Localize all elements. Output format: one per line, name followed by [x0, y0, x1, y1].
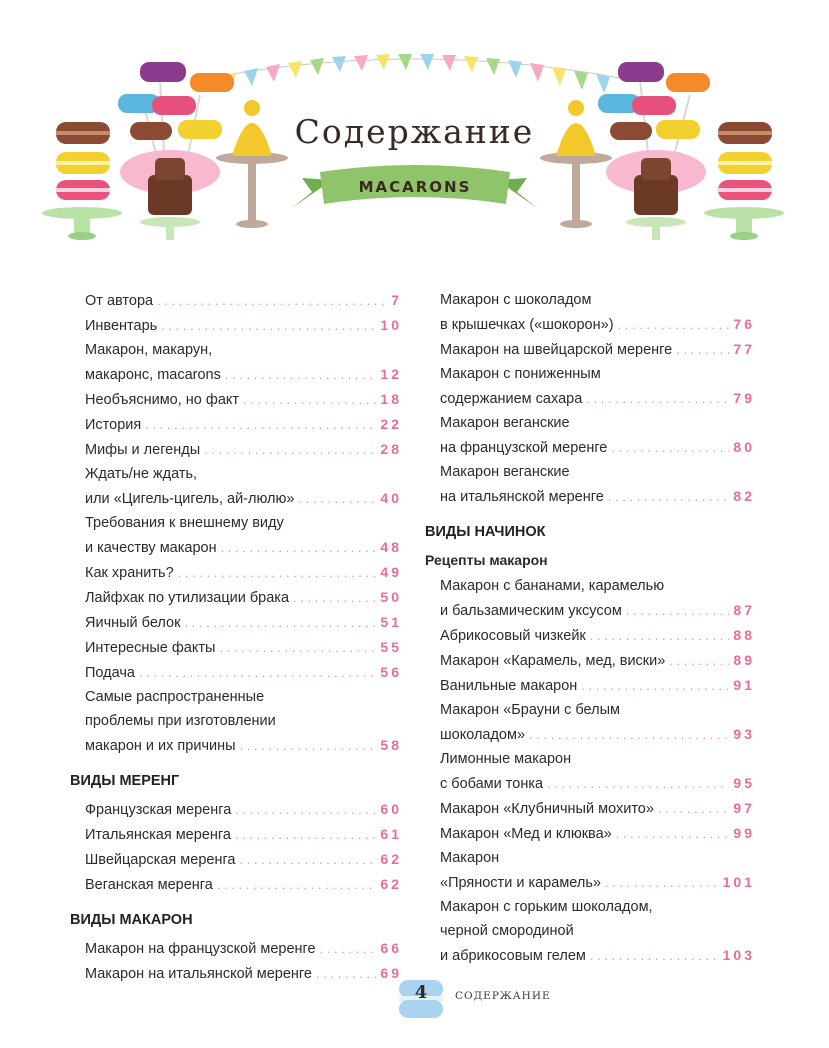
toc-page-number: 49 [380, 564, 402, 580]
toc-left-column [70, 288, 402, 986]
ribbon-text: MACARONS [358, 178, 472, 196]
toc-page-number: 56 [380, 664, 402, 680]
toc-entry[interactable] [70, 872, 402, 897]
dot-leader [608, 485, 730, 509]
toc-entry[interactable] [70, 585, 402, 610]
toc-page-number: 93 [733, 726, 755, 742]
toc-page-number: 103 [722, 947, 755, 963]
toc-entry-title-line: черной смородиной [440, 923, 574, 939]
toc-entry[interactable] [425, 623, 755, 648]
dot-leader [316, 962, 376, 986]
toc-entry-title-line: Инвентарь [85, 318, 158, 334]
dot-leader [219, 636, 376, 660]
toc-entry[interactable] [425, 698, 755, 747]
toc-entry-title-line: с бобами тонка [440, 776, 544, 792]
section-heading-meringue: ВИДЫ МЕРЕНГ [70, 773, 180, 789]
toc-page-number: 12 [380, 366, 402, 382]
toc-page-number: 62 [380, 876, 402, 892]
toc-entry-title-line: Необъяснимо, но факт [85, 392, 240, 408]
toc-entry[interactable] [70, 387, 402, 412]
toc-entry-title-line: и бальзамическим уксусом [440, 603, 622, 619]
dot-leader [235, 798, 376, 822]
toc-entry[interactable] [70, 797, 402, 822]
toc-entry-title-line: Требования к внешнему виду [85, 515, 284, 531]
toc-page-number: 28 [380, 441, 402, 457]
toc-entry-title-line: макаронс, macarons [85, 367, 221, 383]
dot-leader [217, 873, 377, 897]
toc-entry-title-line: Макарон с пониженным [440, 366, 601, 382]
toc-page-number: 95 [733, 775, 755, 791]
toc-entry-title-line: Макарон веганские [440, 464, 570, 480]
toc-entry[interactable] [70, 610, 402, 635]
bunting-flags-icon [222, 54, 610, 93]
toc-page-number: 7 [391, 292, 402, 308]
toc-entry-title-line: и абрикосовым гелем [440, 948, 586, 964]
page-number: 4 [414, 982, 428, 1003]
ribbon-banner-icon [292, 165, 537, 208]
toc-entry-title-line: макарон и их причины [85, 738, 236, 754]
footer-label: СОДЕРЖАНИЕ [455, 990, 551, 1002]
toc-entry-title-line: Макарон «Карамель, мед, виски» [440, 653, 666, 669]
toc-entry[interactable] [425, 460, 755, 509]
toc-entry-title-line: «Пряности и карамель» [440, 875, 601, 891]
right-lollipop-macarons-icon [598, 62, 710, 240]
dot-leader [161, 314, 376, 338]
toc-entry-title-line: Интересные факты [85, 640, 216, 656]
toc-entry[interactable] [70, 462, 402, 511]
dot-leader [605, 871, 719, 895]
toc-entry[interactable] [425, 846, 755, 895]
toc-page-number: 69 [380, 965, 402, 981]
toc-entry-title-line: Ждать/не ждать, [85, 466, 198, 482]
toc-entry-title-line: Лайфхак по утилизации брака [85, 590, 290, 606]
toc-page-number: 91 [733, 677, 755, 693]
dot-leader [243, 388, 376, 412]
dot-leader [139, 661, 376, 685]
toc-entry-title-line: История [85, 417, 142, 433]
section-heading-macarons: ВИДЫ МАКАРОН [70, 912, 193, 928]
dot-leader [145, 413, 376, 437]
dot-leader [221, 536, 377, 560]
toc-entry[interactable] [70, 660, 402, 685]
toc-page-number: 18 [380, 391, 402, 407]
dot-leader [240, 848, 377, 872]
toc-page-number: 10 [380, 317, 402, 333]
dot-leader [204, 438, 376, 462]
toc-entry-title-line: и качеству макарон [85, 540, 217, 556]
dot-leader [225, 363, 377, 387]
toc-right-column [425, 288, 755, 968]
toc-entry[interactable] [70, 288, 402, 313]
toc-page-number: 58 [380, 737, 402, 753]
toc-entry[interactable] [425, 895, 755, 968]
toc-entry[interactable] [425, 337, 755, 362]
toc-entry-title-line: Как хранить? [85, 565, 174, 581]
toc-page-number: 80 [733, 439, 755, 455]
dot-leader [293, 586, 376, 610]
toc-entry-title-line: на итальянской меренге [440, 489, 604, 505]
dot-leader [581, 674, 729, 698]
dot-leader [618, 313, 730, 337]
toc-page-number: 61 [380, 826, 402, 842]
toc-entry-title-line: Макарон на итальянской меренге [85, 966, 312, 982]
toc-page-number: 97 [733, 800, 755, 816]
toc-entry[interactable] [70, 511, 402, 560]
toc-entry-title-line: Макарон с горьким шоколадом, [440, 899, 653, 915]
toc-entry[interactable] [425, 362, 755, 411]
dot-leader [320, 937, 377, 961]
dot-leader [611, 436, 729, 460]
toc-page-number: 62 [380, 851, 402, 867]
dot-leader [184, 611, 376, 635]
toc-entry-title-line: в крышечках («шокорон») [440, 317, 614, 333]
toc-page-number: 22 [380, 416, 402, 432]
dot-leader [626, 599, 730, 623]
dot-leader [586, 387, 729, 411]
toc-page-number: 76 [733, 316, 755, 332]
toc-page-number: 88 [733, 627, 755, 643]
page-title: Содержание [294, 112, 535, 151]
toc-page-number: 101 [722, 874, 755, 890]
toc-page-number: 51 [380, 614, 402, 630]
dot-leader [676, 338, 729, 362]
dot-leader [157, 289, 387, 313]
toc-entry-title-line: Макарон, макарун, [85, 342, 213, 358]
toc-entry[interactable] [70, 685, 402, 758]
toc-page-number: 87 [733, 602, 755, 618]
toc-page-number: 60 [380, 801, 402, 817]
toc-entry-title-line: Макарон с шоколадом [440, 292, 592, 308]
toc-entry-title-line: проблемы при изготовлении [85, 713, 276, 729]
toc-entry[interactable] [425, 747, 755, 796]
toc-entry[interactable] [70, 338, 402, 387]
toc-entry-title-line: Веганская меренга [85, 877, 213, 893]
dot-leader [590, 944, 719, 968]
toc-entry[interactable] [70, 313, 402, 338]
dot-leader [658, 797, 729, 821]
toc-entry-title-line: Французская меренга [85, 802, 232, 818]
section-heading-fillings: ВИДЫ НАЧИНОК [425, 524, 546, 540]
toc-entry[interactable] [425, 796, 755, 821]
toc-entry-title-line: на французской меренге [440, 440, 608, 456]
toc-entry[interactable] [70, 961, 402, 986]
toc-page-number: 77 [733, 341, 755, 357]
toc-entry[interactable] [425, 821, 755, 846]
toc-page-number: 89 [733, 652, 755, 668]
dot-leader [235, 823, 377, 847]
toc-entry-title-line: Мифы и легенды [85, 442, 201, 458]
toc-entry[interactable] [70, 635, 402, 660]
toc-entry-title-line: Абрикосовый чизкейк [440, 628, 586, 644]
dot-leader [669, 649, 729, 673]
toc-entry-title-line: Самые распространенные [85, 689, 265, 705]
toc-entry-title-line: От автора [85, 293, 154, 309]
toc-entry-title-line: Макарон «Мед и клюква» [440, 826, 612, 842]
toc-entry[interactable] [70, 936, 402, 961]
toc-entry-title-line: содержанием сахара [440, 391, 583, 407]
left-lollipop-macarons-icon [118, 62, 234, 240]
dot-leader [178, 561, 377, 585]
dot-leader [590, 624, 730, 648]
toc-entry-title-line: Макарон «Брауни с белым [440, 702, 620, 718]
toc-entry[interactable] [425, 648, 755, 673]
toc-entry-title-line: Макарон на швейцарской меренге [440, 342, 673, 358]
toc-entry-title-line: Макарон с бананами, карамелью [440, 578, 665, 594]
toc-page-number: 82 [733, 488, 755, 504]
toc-page-number: 50 [380, 589, 402, 605]
toc-entry[interactable] [425, 411, 755, 460]
dot-leader [547, 772, 729, 796]
dot-leader [529, 723, 729, 747]
toc-entry-title-line: шоколадом» [440, 727, 526, 743]
toc-page-number: 66 [380, 940, 402, 956]
dot-leader [240, 734, 377, 758]
toc-entry-title-line: Ванильные макарон [440, 678, 578, 694]
toc-entry[interactable] [425, 673, 755, 698]
toc-entry-title-line: Подача [85, 665, 135, 681]
toc-entry-title-line: Швейцарская меренга [85, 852, 236, 868]
toc-entry-title-line: Итальянская меренга [85, 827, 231, 843]
dot-leader [298, 487, 376, 511]
toc-page-number: 79 [733, 390, 755, 406]
toc-entry[interactable] [425, 574, 755, 623]
toc-entry-title-line: Макарон на французской меренге [85, 941, 316, 957]
toc-entry-title-line: Яичный белок [85, 615, 181, 631]
toc-entry[interactable] [70, 822, 402, 847]
toc-entry[interactable] [70, 847, 402, 872]
toc-page-number: 48 [380, 539, 402, 555]
toc-page-number: 55 [380, 639, 402, 655]
toc-entry-title-line: Макарон веганские [440, 415, 570, 431]
toc-entry-title-line: Лимонные макарон [440, 751, 572, 767]
toc-entry-title-line: Макарон «Клубничный мохито» [440, 801, 654, 817]
dot-leader [616, 822, 730, 846]
toc-entry[interactable] [425, 288, 755, 337]
toc-entry-title-line: Макарон [440, 850, 500, 866]
subsection-heading-recipes: Рецепты макарон [425, 552, 548, 568]
toc-entry[interactable] [70, 560, 402, 585]
toc-page-number: 99 [733, 825, 755, 841]
toc-entry[interactable] [70, 437, 402, 462]
toc-page-number: 40 [380, 490, 402, 506]
toc-entry[interactable] [70, 412, 402, 437]
toc-entry-title-line: или «Цигель-цигель, ай-люлю» [85, 491, 295, 507]
